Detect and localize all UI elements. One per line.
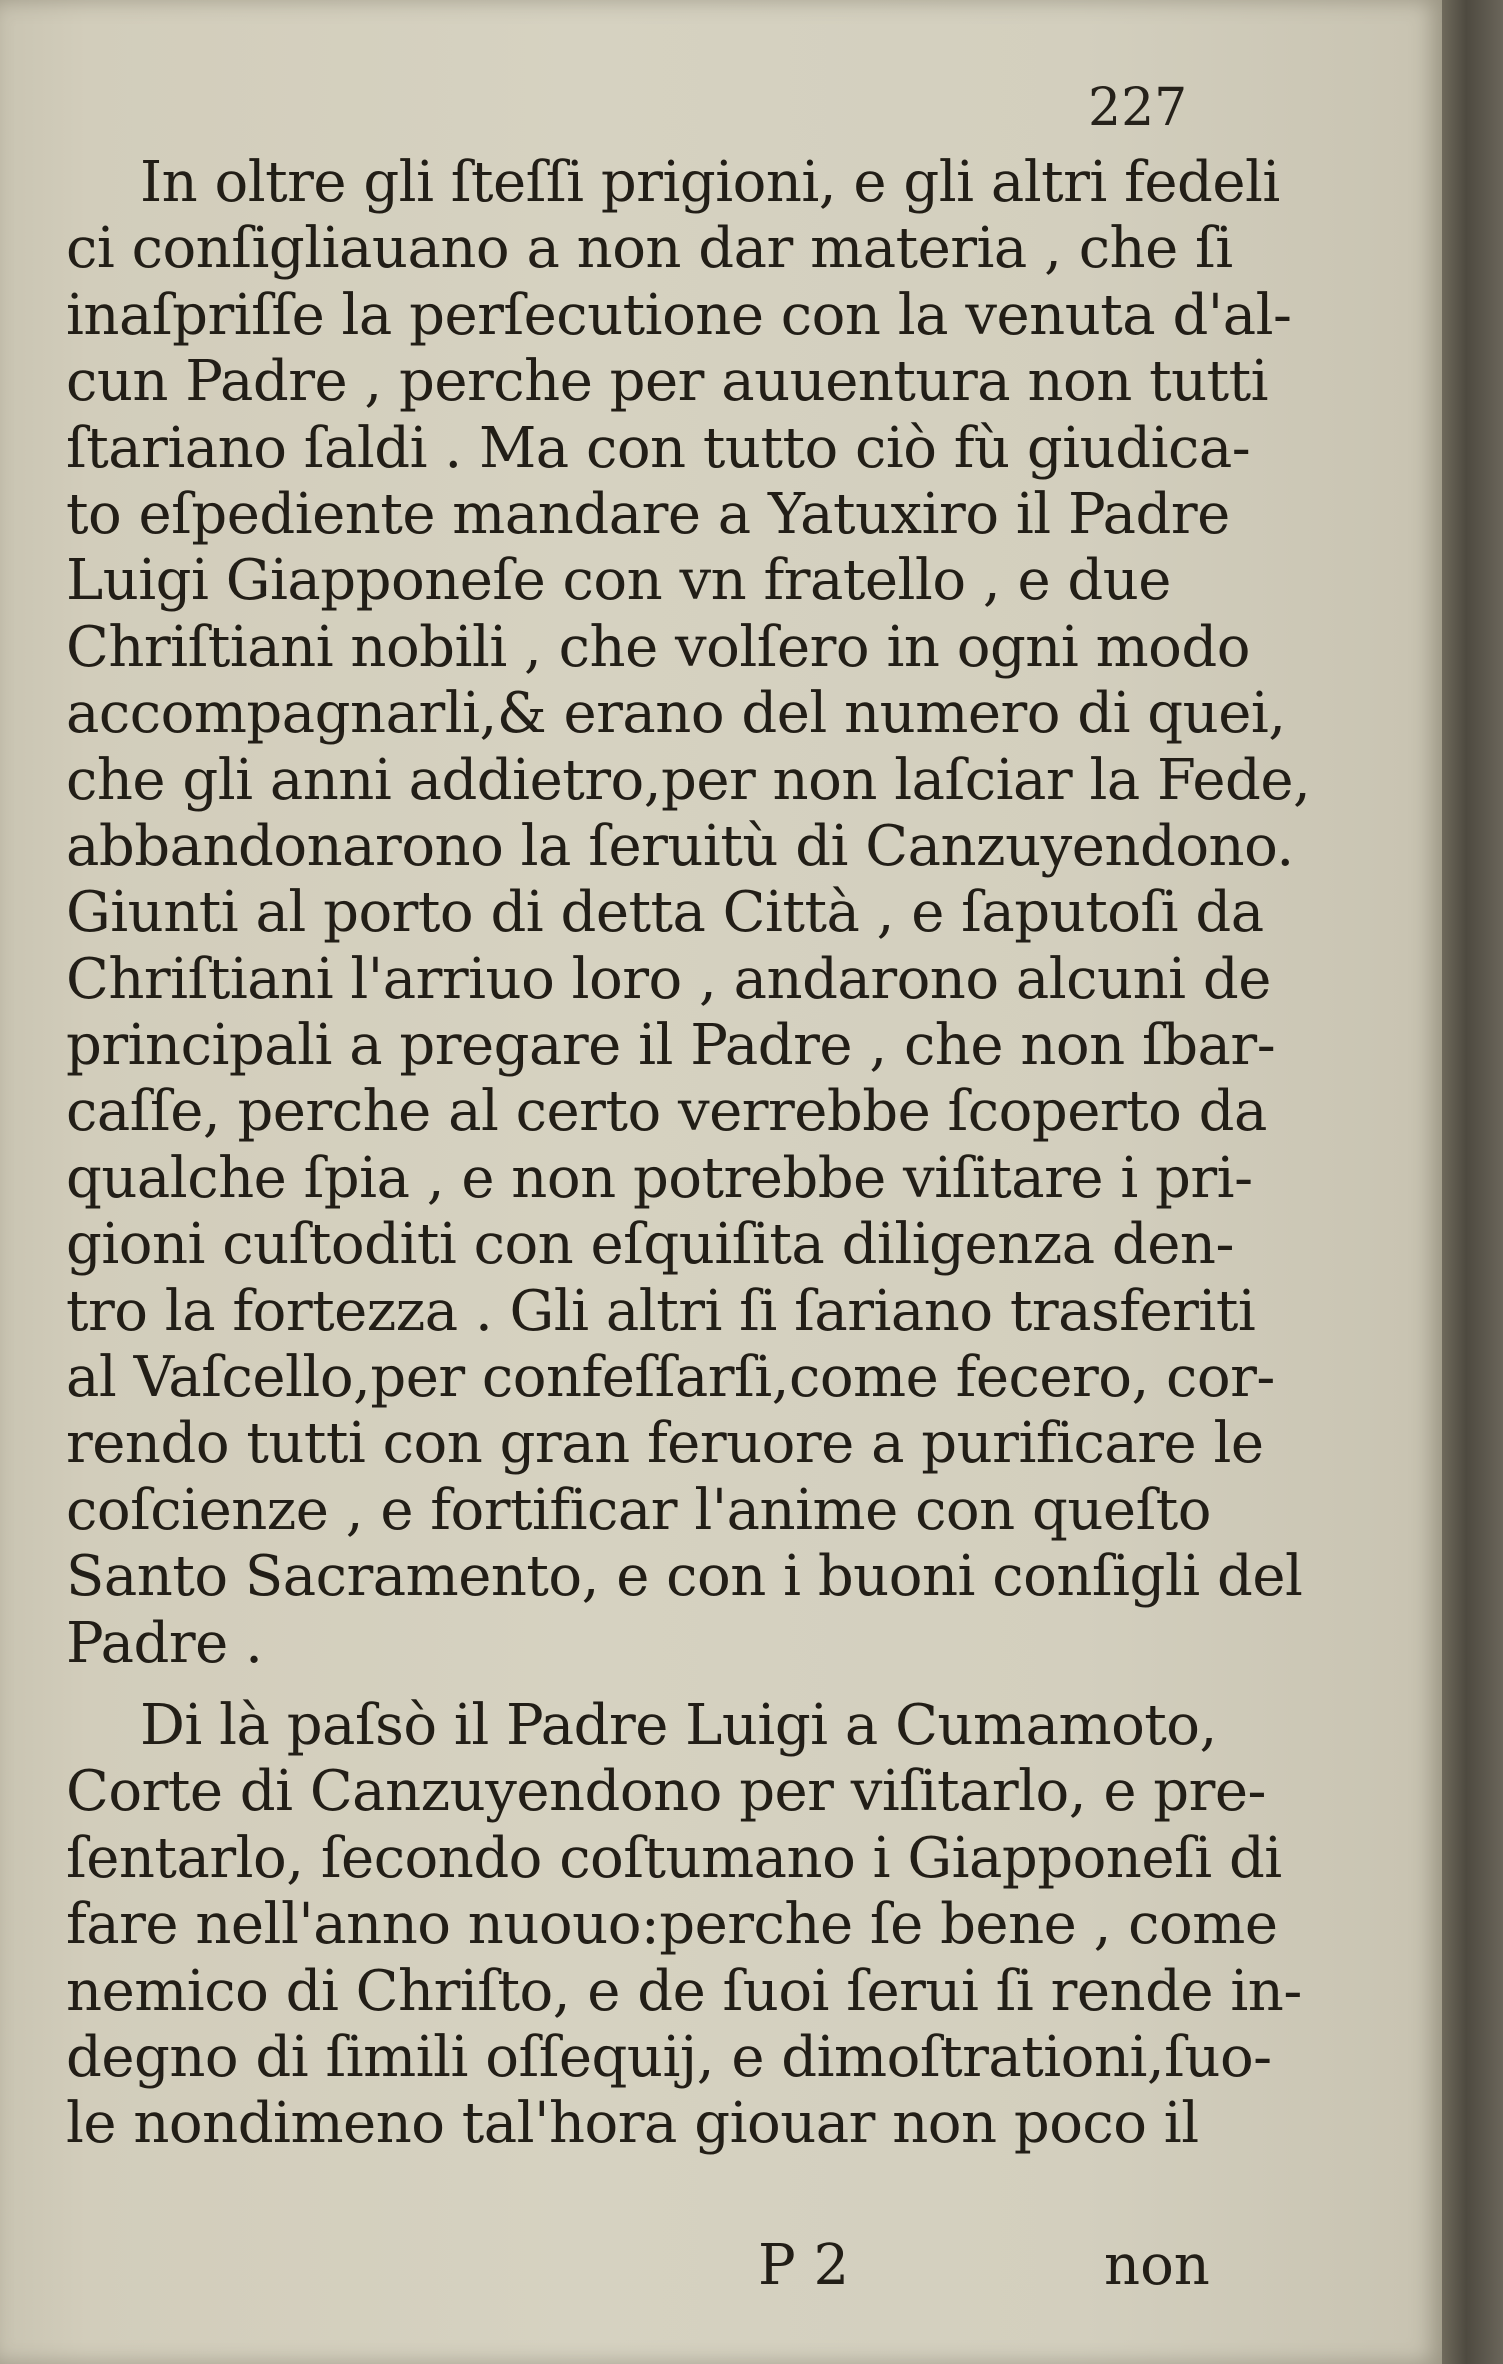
text-line: tro la fortezza . Gli altri ſi ſariano trasferiti [66,1278,1256,1344]
text-line: qualche ſpia , e non potrebbe viſitare i pri- [66,1145,1253,1211]
paragraph-2 [66,1692,1302,2158]
text-line: le nondimeno tal'hora giouar non poco il [66,2091,1199,2157]
text-line: che gli anni addietro,per non laſciar la Fede, [66,747,1311,813]
text-line: rendo tutti con gran feruore a purificare le [66,1411,1264,1477]
text-line: caſſe, perche al certo verrebbe ſcoperto da [66,1079,1267,1145]
text-line: al Vaſcello,per confeſſarſi,come fecero, cor- [66,1345,1275,1411]
catchword: non [1104,2233,1210,2298]
text-line: Luigi Giapponeſe con vn fratello , e due [66,548,1171,614]
text-line: nemico di Chriſto, e de ſuoi ſerui ſi rende in- [66,1958,1302,2024]
text-line: principali a pregare il Padre , che non ſbar- [66,1013,1276,1079]
text-line: cun Padre , perche per auuentura non tutti [66,349,1269,415]
text-line: accompagnarli,& erano del numero di quei, [66,681,1286,747]
text-line: Chriſtiani l'arriuo loro , andarono alcuni de [66,946,1271,1012]
paragraph-gap [66,1677,1266,1693]
signature-mark: P 2 [758,2233,850,2298]
text-line: Santo Sacramento, e con i buoni conſigli del [66,1544,1303,1610]
page-footer [0,2233,1300,2303]
page-number: 227 [1088,78,1188,138]
text-block [66,150,1311,2158]
page-edge [1442,0,1503,2364]
text-line: to eſpediente mandare a Yatuxiro il Padre [66,481,1230,547]
text-line: In oltre gli ſteſſi prigioni, e gli altri fedeli [140,150,1280,215]
text-line: Corte di Canzuyendono per viſitarlo, e pre- [66,1759,1266,1825]
text-line: fare nell'anno nuouo:perche ſe bene , come [66,1892,1278,1958]
text-line: gioni cuſtoditi con eſquiſita diligenza den- [66,1212,1234,1278]
text-line: abbandonarono la ſeruitù di Canzuyendono. [66,813,1294,879]
text-line: ſentarlo, ſecondo coſtumano i Giapponeſi di [66,1825,1282,1891]
text-line: Di là paſsò il Padre Luigi a Cumamoto, [140,1692,1217,1758]
text-line: inaſpriſſe la perſecutione con la venuta d'al- [66,282,1292,348]
text-line: coſcienze , e fortificar l'anime con queſto [66,1477,1212,1543]
text-line: degno di ſimili oſſequij, e dimoſtrationi,ſuo- [66,2024,1272,2090]
text-line: ci conſigliauano a non dar materia , che ſi [66,216,1233,282]
text-line: Chriſtiani nobili , che volſero in ogni modo [66,614,1250,680]
text-line: ſtariano ſaldi . Ma con tutto ciò fù giudica- [66,415,1251,481]
text-line: Padre . [66,1610,263,1676]
paragraph-1 [66,150,1311,1677]
text-line: Giunti al porto di detta Città , e ſaputoſi da [66,880,1264,946]
